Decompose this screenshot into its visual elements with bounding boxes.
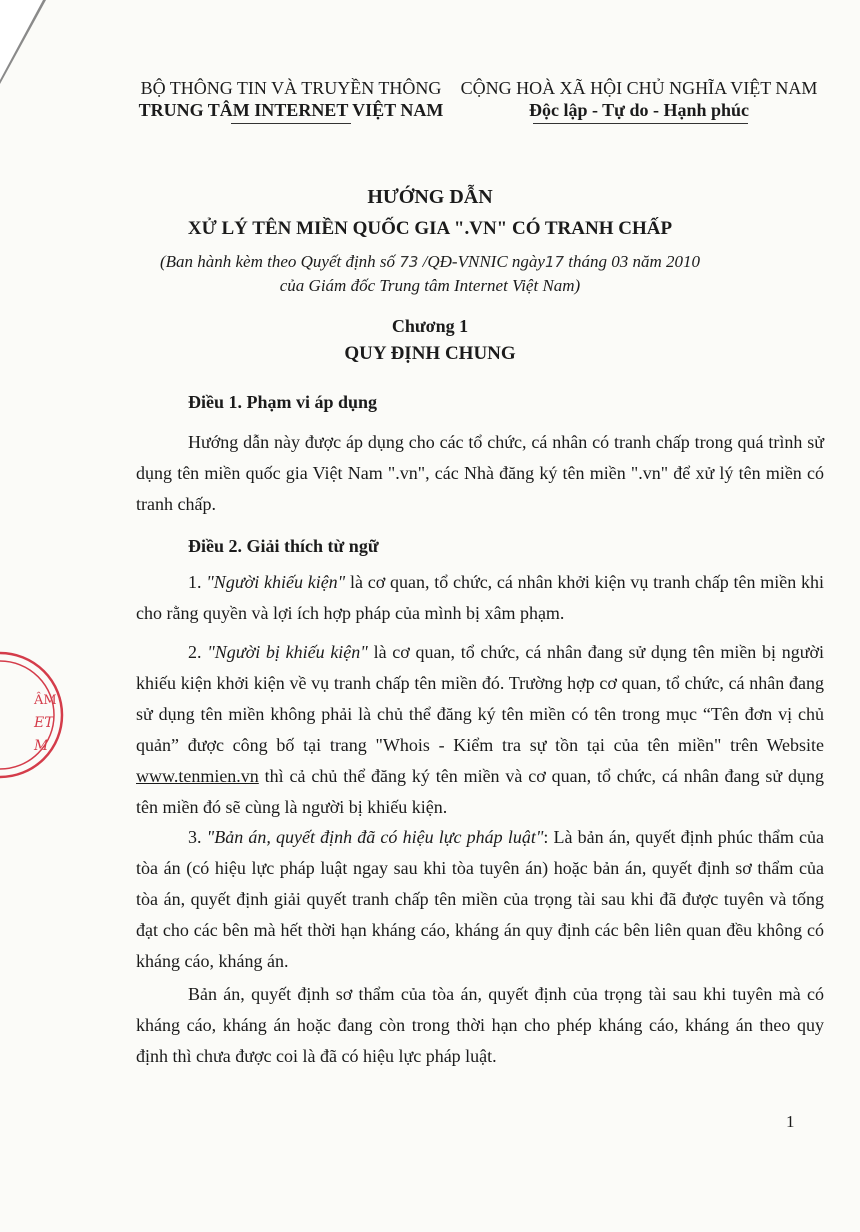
stamp-text-1: ÂM — [34, 693, 57, 708]
item2-term: "Người bị khiếu kiện" — [207, 642, 368, 662]
red-seal-stamp — [0, 640, 64, 790]
item2-text-part2: thì cả chủ thể đăng ký tên miền và cơ quan, tổ chức, cá nhân đang sử dụng tên miền đó sẽ cùng là người bị khiếu kiện. — [136, 766, 825, 817]
item2-text-part1: là cơ quan, tổ chức, cá nhân đang sử dụng tên miền bị người khiếu kiện khởi kiện về vụ tranh chấp tên miền đó. Trường hợp cơ quan, tổ chức, cá nhân đang sử dụng tên miền không phải là chủ thể đăng ký tên miền có tên trong mục “Tên đơn vị chủ quản” được công bố tại trang "Whois - Kiểm tra sự tồn tại của tên miền" trên Website — [136, 642, 825, 755]
issuance-note-part1: (Ban hành kèm theo Quyết định số — [159, 252, 396, 271]
article2-item1 — [136, 567, 824, 629]
header-agency — [126, 77, 456, 124]
agency-name: TRUNG TÂM INTERNET VIỆT NAM — [138, 100, 444, 120]
item1-text: là cơ quan, tổ chức, cá nhân khởi kiện vụ tranh chấp tên miền khi cho rằng quyền và lợi ích hợp pháp của mình bị xâm phạm. — [136, 572, 825, 623]
item3-term: "Bản án, quyết định đã có hiệu lực pháp luật" — [206, 827, 544, 847]
chapter-title: QUY ĐỊNH CHUNG — [344, 343, 516, 364]
article1-paragraph — [136, 427, 824, 520]
agency-underline — [231, 123, 351, 124]
header-national-motto — [449, 77, 829, 124]
item1-term: "Người khiếu kiện" — [206, 572, 346, 592]
website-link[interactable]: www.tenmien.vn — [136, 766, 259, 786]
motto-underline — [533, 123, 748, 124]
item1-number: 1. — [188, 572, 202, 592]
stamp-text-3: M — [34, 738, 49, 754]
issuance-note-part3: tháng 03 năm 2010 — [568, 252, 701, 271]
country-name: CỘNG HOÀ XÃ HỘI CHỦ NGHĨA VIỆT NAM — [460, 78, 818, 98]
stamp-text-2: ET — [34, 715, 54, 731]
article2-heading: Điều 2. Giải thích từ ngữ — [188, 536, 379, 556]
national-motto: Độc lập - Tự do - Hạnh phúc — [528, 100, 750, 120]
decision-number-handwritten: 73 — [399, 253, 419, 271]
article2-item2 — [136, 637, 824, 823]
ministry-name: BỘ THÔNG TIN VÀ TRUYỀN THÔNG — [140, 78, 442, 98]
item3-number: 3. — [188, 827, 202, 847]
document-subject: XỬ LÝ TÊN MIỀN QUỐC GIA ".VN" CÓ TRANH CHẤP — [187, 218, 673, 239]
folded-corner-inner — [0, 0, 43, 80]
issuance-note-line2: của Giám đốc Trung tâm Internet Việt Nam) — [279, 276, 581, 295]
item3-continuation-text: Bản án, quyết định sơ thẩm của tòa án, quyết định của trọng tài sau khi tuyên mà có kháng cáo, kháng án hoặc đang còn trong thời hạn cho phép kháng cáo, kháng án theo quy định thì chưa được coi là đã có hiệu lực pháp luật. — [136, 984, 824, 1066]
article2-item3-continuation — [136, 979, 824, 1072]
page-number: 1 — [786, 1112, 795, 1131]
item3-text: : Là bản án, quyết định phúc thẩm của tòa án (có hiệu lực pháp luật ngay sau khi tòa tuyên án) hoặc bản án, quyết định sơ thẩm của tòa án, quyết định giải quyết tranh chấp tên miền của trọng tài sau khi đã được tuyên và tống đạt cho các bên mà hết thời hạn kháng cáo, kháng án quy định các bên liên quan đều không có kháng cáo, kháng án. — [136, 827, 824, 971]
chapter-number: Chương 1 — [391, 316, 469, 336]
article1-heading: Điều 1. Phạm vi áp dụng — [188, 392, 378, 412]
issuance-note-part2: /QĐ-VNNIC ngày — [422, 252, 545, 271]
decision-day-handwritten: 17 — [544, 253, 565, 271]
issuance-note — [0, 250, 860, 298]
article2-item3 — [136, 822, 824, 977]
article1-text: Hướng dẫn này được áp dụng cho các tổ chức, cá nhân có tranh chấp trong quá trình sử dụng tên miền quốc gia Việt Nam ".vn", các Nhà đăng ký tên miền ".vn" để xử lý tên miền có tranh chấp. — [136, 432, 824, 514]
document-title: HƯỚNG DẪN — [367, 186, 493, 208]
item2-number: 2. — [188, 642, 202, 662]
